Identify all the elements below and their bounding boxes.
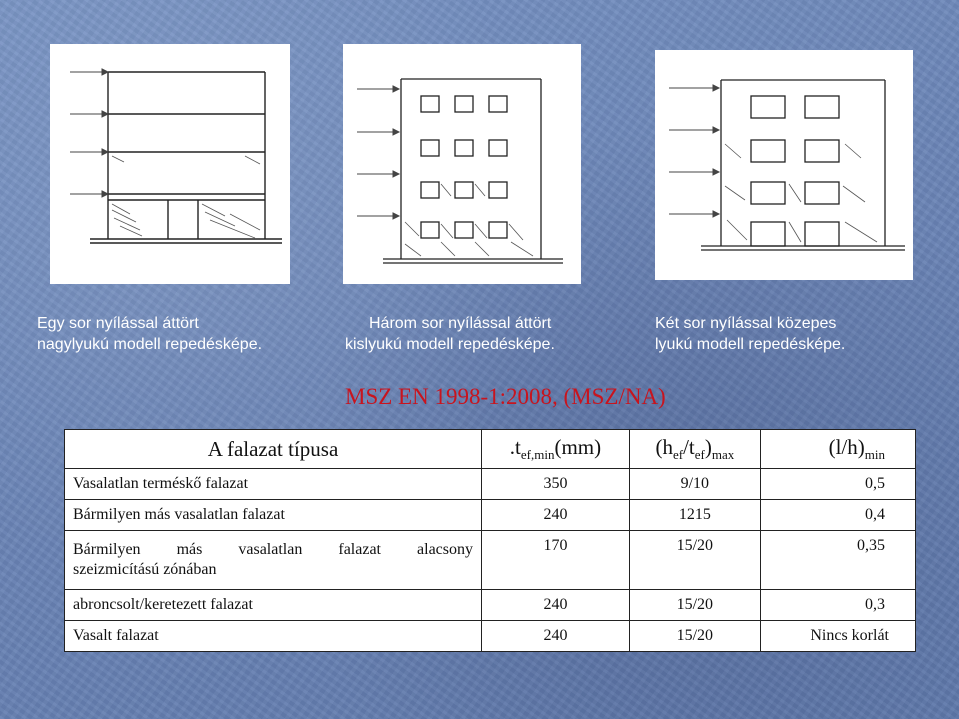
cell-tef: 240 xyxy=(482,500,630,531)
table-row xyxy=(65,469,916,500)
cell-ratio: 15/20 xyxy=(629,531,760,590)
header-tef-unit: (mm) xyxy=(554,434,602,459)
header-wall-type: A falazat típusa xyxy=(65,430,482,469)
cell-lh: Nincs korlát xyxy=(760,621,915,652)
standard-title: MSZ EN 1998-1:2008, (MSZ/NA) xyxy=(345,384,666,409)
caption-middle xyxy=(345,313,555,355)
cell-ratio: 9/10 xyxy=(629,469,760,500)
cell-tef: 240 xyxy=(482,621,630,652)
cell-ratio: 1215 xyxy=(629,500,760,531)
cell-wall-type-line1: Bármilyen más vasalatlan falazat alacsony xyxy=(73,541,473,558)
caption-left xyxy=(37,313,262,355)
header-tef-main: .t xyxy=(509,434,521,459)
table-row xyxy=(65,590,916,621)
wall-crack-drawing-medium xyxy=(655,50,913,280)
header-ratio-sub2: ef xyxy=(694,447,705,463)
cell-wall-type: Bármilyen más vasalatlan falazat xyxy=(65,500,482,531)
caption-left-line1: Egy sor nyílással áttört xyxy=(37,315,199,332)
header-hef-tef-max xyxy=(629,430,760,469)
sketch-three-row-openings xyxy=(343,44,581,284)
sketch-two-row-openings xyxy=(655,50,913,280)
caption-right-line1: Két sor nyílással közepes xyxy=(655,315,837,332)
header-lh-main: (l/h) xyxy=(828,434,865,459)
header-tef-sub: ef,min xyxy=(520,447,555,463)
caption-middle-line2: kislyukú modell repedésképe. xyxy=(345,336,555,353)
table-row xyxy=(65,500,916,531)
header-lh-sub: min xyxy=(864,447,885,463)
caption-right-line2: lyukú modell repedésképe. xyxy=(655,336,846,353)
header-tef-min xyxy=(482,430,630,469)
wall-type-table xyxy=(64,429,916,652)
cell-wall-type: abroncsolt/keretezett falazat xyxy=(65,590,482,621)
cell-wall-type: Vasalt falazat xyxy=(65,621,482,652)
cell-wall-type: Vasalatlan terméskő falazat xyxy=(65,469,482,500)
wall-crack-drawing xyxy=(343,44,581,284)
header-ratio-sub1: ef xyxy=(672,447,684,463)
table-header-row xyxy=(65,430,916,469)
cell-wall-type xyxy=(65,531,482,590)
cell-lh: 0,5 xyxy=(760,469,915,500)
cell-lh: 0,35 xyxy=(760,531,915,590)
cell-ratio: 15/20 xyxy=(629,621,760,652)
header-ratio-close: ) xyxy=(704,434,712,459)
cell-tef: 350 xyxy=(482,469,630,500)
cell-tef: 170 xyxy=(482,531,630,590)
caption-left-line2: nagylyukú modell repedésképe. xyxy=(37,336,263,353)
table-row xyxy=(65,531,916,590)
cell-wall-type-line2: szeizmicítású zónában xyxy=(73,561,217,578)
header-lh-min xyxy=(760,430,915,469)
caption-right xyxy=(655,313,845,355)
sketch-one-row-openings xyxy=(50,44,290,284)
frame-crack-drawing xyxy=(50,44,290,284)
header-ratio-mid: /t xyxy=(683,434,695,459)
caption-middle-line1: Három sor nyílással áttört xyxy=(369,315,552,332)
cell-tef: 240 xyxy=(482,590,630,621)
cell-lh: 0,4 xyxy=(760,500,915,531)
cell-ratio: 15/20 xyxy=(629,590,760,621)
header-ratio-open: (h xyxy=(655,434,673,459)
cell-lh: 0,3 xyxy=(760,590,915,621)
table-row xyxy=(65,621,916,652)
header-ratio-sub3: max xyxy=(711,447,735,463)
